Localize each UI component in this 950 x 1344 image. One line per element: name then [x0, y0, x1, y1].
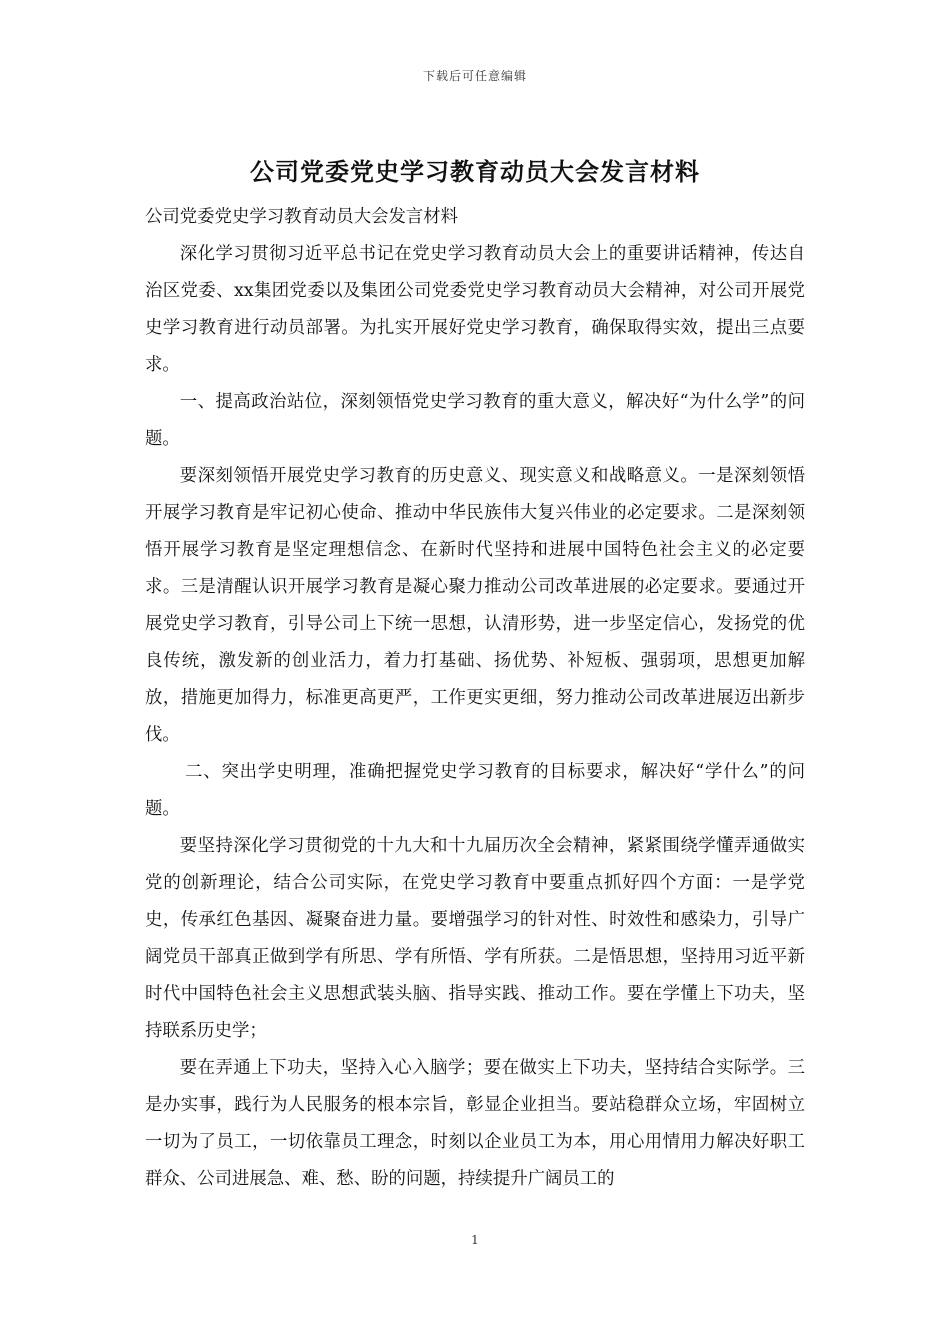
document-title: 公司党委党史学习教育动员大会发言材料 [250, 157, 700, 186]
section-heading-1: 一、提高政治站位，深刻领悟党史学习教育的重大意义，解决好“为什么学”的问题。 [145, 392, 805, 449]
paragraph-section-2: 要坚持深化学习贯彻党的十九大和十九届历次全会精神，紧紧围绕学懂弄通做实党的创新理论，结合公司实际，在党史学习教育中要重点抓好四个方面：一是学党史，传承红色基因、凝聚奋进力量。要增强学习的针对性、时效性和感染力，引导广阔党员干部真正做到学有所思、学有所悟、学有所获。二是悟思想，坚持用习近平新时代中国特色社会主义思想武装头脑、指导实践、推动工作。要在学懂上下功夫，坚持联系历史学； [145, 836, 805, 1041]
page-number: 1 [471, 1233, 479, 1247]
section-heading-2: 二、突出学史明理，准确把握党史学习教育的目标要求，解决好“学什么”的问题。 [145, 762, 805, 819]
paragraph-section-2-continued: 要在弄通上下功夫，坚持入心入脑学；要在做实上下功夫，坚持结合实际学。三是办实事，践行为人民服务的根本宗旨，彰显企业担当。要站稳群众立场，牢固树立一切为了员工，一切依靠员工理念，时刻以企业员工为本，用心用情用力解决好职工群众、公司进展急、难、愁、盼的问题，持续提升广阔员工的 [145, 1058, 805, 1189]
document-body [145, 199, 805, 1198]
paragraph-section-1: 要深刻领悟开展党史学习教育的历史意义、现实意义和战略意义。一是深刻领悟开展学习教育是牢记初心使命、推动中华民族伟大复兴伟业的必定要求。二是深刻领悟开展学习教育是坚定理想信念、在新时代坚持和进展中国特色社会主义的必定要求。三是清醒认识开展学习教育是凝心聚力推动公司改革进展的必定要求。要通过开展党史学习教育，引导公司上下统一思想，认清形势，进一步坚定信心，发扬党的优良传统，激发新的创业活力，着力打基础、扬优势、补短板、强弱项，思想更加解放，措施更加得力，标准更高更严，工作更实更细，努力推动公司改革进展迈出新步伐。 [145, 466, 805, 745]
header-note: 下载后可任意编辑 [422, 69, 527, 83]
document-subtitle: 公司党委党史学习教育动员大会发言材料 [145, 207, 459, 227]
paragraph-intro: 深化学习贯彻习近平总书记在党史学习教育动员大会上的重要讲话精神，传达自治区党委、xx集团党委以及集团公司党委党史学习教育动员大会精神，对公司开展党史学习教育进行动员部署。为扎实开展好党史学习教育，确保取得实效，提出三点要求。 [145, 244, 805, 375]
